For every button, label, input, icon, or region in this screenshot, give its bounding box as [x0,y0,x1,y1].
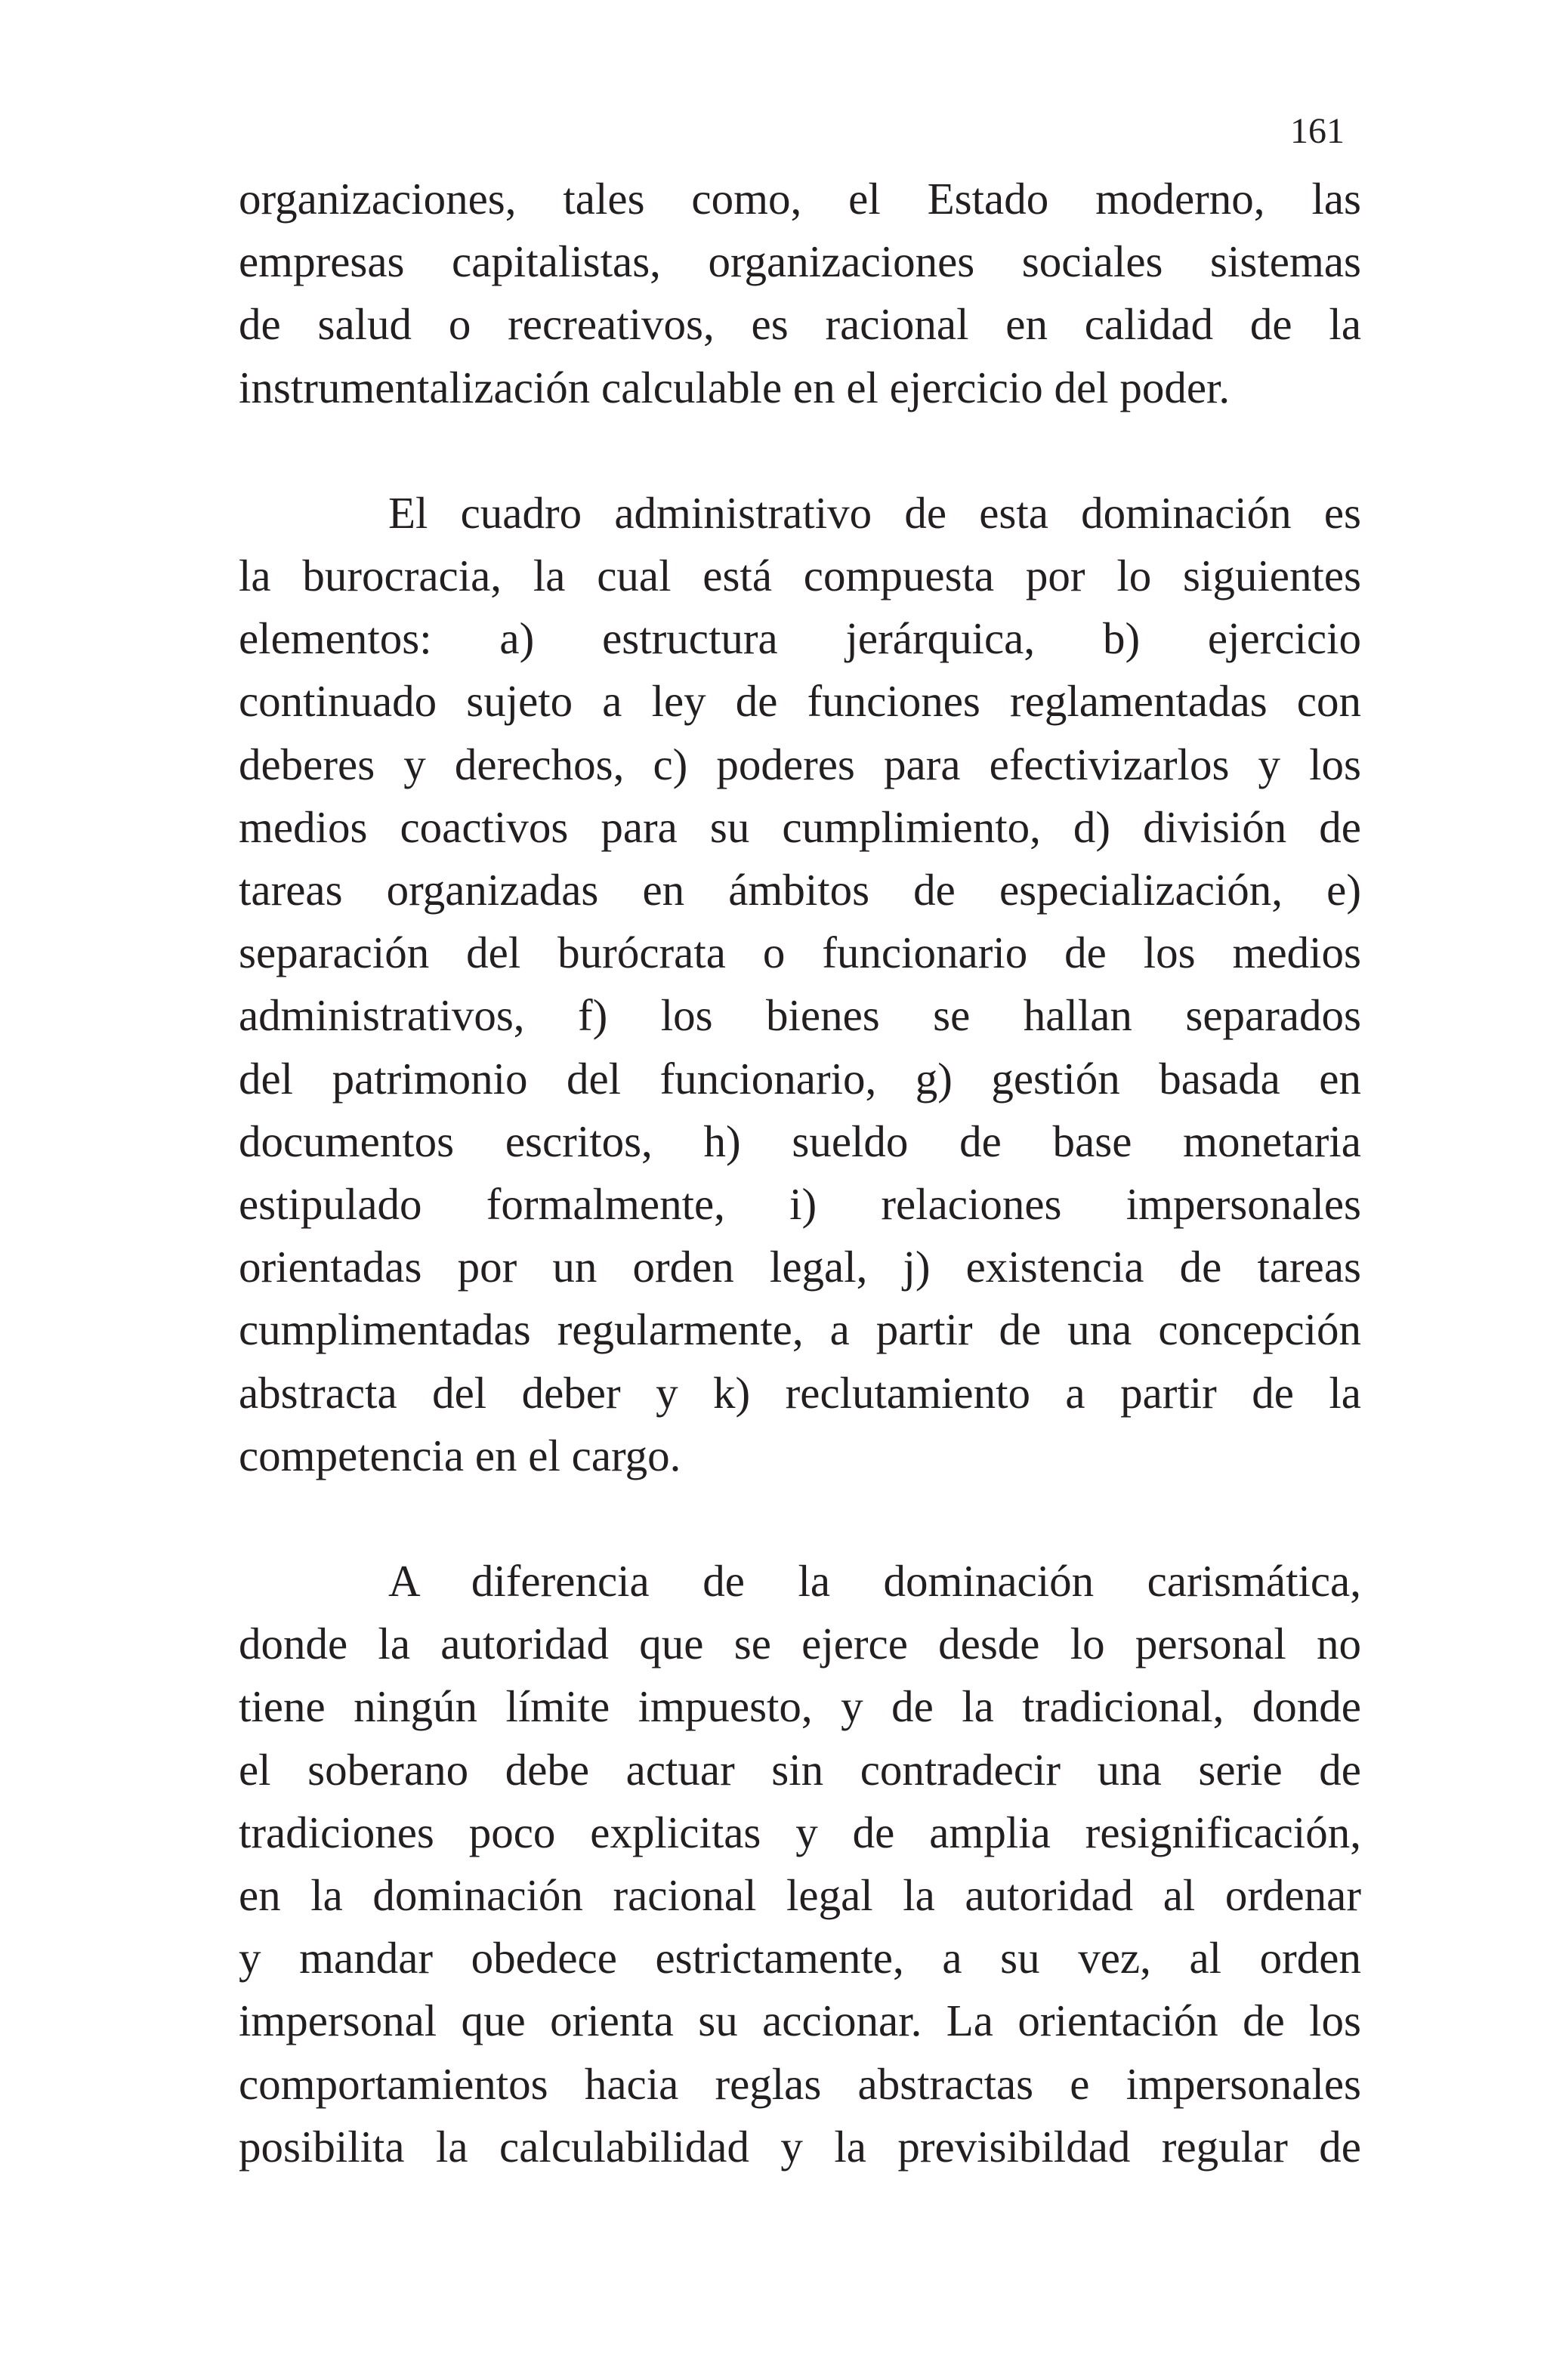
text-line: estipulado formalmente, i) relaciones impersonales [239,1179,1361,1230]
body-text [239,168,1361,2178]
text-line: tradiciones poco explicitas y de amplia resignificación, [239,1807,1361,1857]
paragraph-1 [239,168,1361,419]
text-line: empresas capitalistas, organizaciones sociales sistemas [239,236,1361,287]
text-line: en la dominación racional legal la autoridad al ordenar [239,1870,1361,1921]
paragraph-3 [239,1550,1361,2178]
text-line: documentos escritos, h) sueldo de base monetaria [239,1116,1361,1166]
text-line: separación del burócrata o funcionario de los medios [239,928,1361,978]
text-line: y mandar obedece estrictamente, a su vez, al orden [239,1933,1361,1983]
text-line: abstracta del deber y k) reclutamiento a partir de la [239,1367,1361,1418]
text-line: comportamientos hacia reglas abstractas e impersonales [239,2058,1361,2109]
text-line: orientadas por un orden legal, j) existencia de tareas [239,1242,1361,1292]
text-line: El cuadro administrativo de esta dominación es [388,487,1361,538]
text-line: donde la autoridad que se ejerce desde lo personal no [239,1619,1361,1669]
text-line: posibilita la calculabilidad y la previsibildad regular de [239,2121,1361,2172]
text-line: instrumentalización calculable en el ejercicio del poder. [239,362,1230,412]
text-line: medios coactivos para su cumplimiento, d) división de [239,801,1361,852]
text-line: de salud o recreativos, es racional en calidad de la [239,299,1361,350]
text-line: organizaciones, tales como, el Estado moderno, las [239,174,1361,224]
text-line: del patrimonio del funcionario, g) gestión basada en [239,1053,1361,1104]
page-number: 161 [1290,111,1345,151]
text-line: tareas organizadas en ámbitos de especialización, e) [239,865,1361,915]
text-line: continuado sujeto a ley de funciones reglamentadas con [239,676,1361,727]
text-line: administrativos, f) los bienes se hallan separados [239,990,1361,1041]
text-line: A diferencia de la dominación carismática, [388,1556,1361,1607]
text-line: competencia en el cargo. [239,1430,681,1480]
text-line: elementos: a) estructura jerárquica, b) ejercicio [239,613,1361,664]
text-line: el soberano debe actuar sin contradecir una serie de [239,1744,1361,1795]
text-line: deberes y derechos, c) poderes para efectivizarlos y los [239,739,1361,789]
text-line: impersonal que orienta su accionar. La orientación de los [239,1996,1361,2046]
text-line: la burocracia, la cual está compuesta por lo siguientes [239,551,1361,601]
text-line: tiene ningún límite impuesto, y de la tradicional, donde [239,1681,1361,1732]
paragraph-2 [239,482,1361,1487]
text-line: cumplimentadas regularmente, a partir de una concepción [239,1304,1361,1355]
